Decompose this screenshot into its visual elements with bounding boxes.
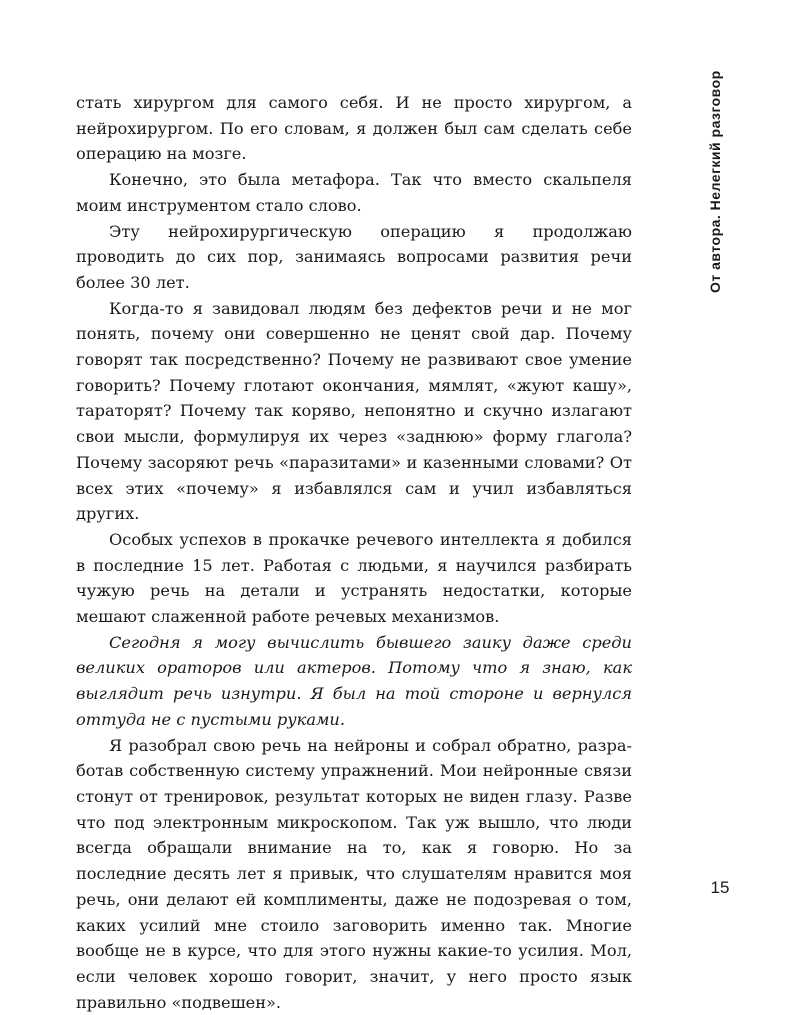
paragraph-4: Когда-то я завидовал людям без дефектов речи и не мог понять, почему они совершенно не ценят свой дар. Почему говорят так посредственно? Почему не развивают свое умение говорить? Почему глотают окончания, мямлят, «жуют кашу», тараторят? Почему так коряво, непонятно и скучно излагают свои мысли, формулируя их через «заднюю» форму глагола? Почему засоряют речь «паразитами» и казенными словами? От всех этих «почему» я избавлялся сам и учил избавляться других.	[76, 298, 632, 524]
paragraph-1: стать хирургом для самого себя. И не просто хирургом, а нейрохирургом. По его словам, я должен был сам сделать себе операцию на мозге.	[76, 93, 632, 164]
paragraph-6-italic: Сегодня я могу вычислить бывшего заику даже среди великих ораторов или актеров. Потому что я знаю, как выглядит речь изнутри. Я был на той стороне и вернулся оттуда не с пустыми руками.	[76, 632, 632, 729]
page-body	[76, 90, 632, 1015]
paragraph-5: Особых успехов в прокачке речевого интеллекта я добился в последние 15 лет. Работая с людьми, я научился разбирать чужую речь на детали и устранять недостатки, которые мешают слаженной работе речевых механизмов.	[76, 529, 632, 627]
running-head: От автора. Нелегкий разговор	[707, 70, 723, 293]
paragraph-3: Эту нейрохирургическую операцию я продолжаю проводить до сих пор, занимаясь вопросами развития речи более 30 лет.	[76, 221, 632, 292]
paragraph-7: Я разобрал свою речь на нейроны и собрал обратно, разработав собственную систему упражнений. Мои нейронные связи стонут от тренировок, результат которых не виден глазу. Разве что под электронным микроскопом. Так уж вышло, что люди всегда обращали внимание на то, как я говорю. Но за последние десять лет я привык, что слушателям нравится моя речь, они делают ей комплименты, даже не подозревая о том, каких усилий мне стоило заговорить именно так. Многие вообще не в курсе, что для этого нужны какие-то усилия. Мол, если человек хорошо говорит, значит, у него просто язык правильно «подвешен».	[76, 735, 632, 1012]
paragraph-2: Конечно, это была метафора. Так что вместо скальпеля моим инструментом стало слово.	[76, 170, 632, 215]
page-number: 15	[710, 878, 730, 897]
